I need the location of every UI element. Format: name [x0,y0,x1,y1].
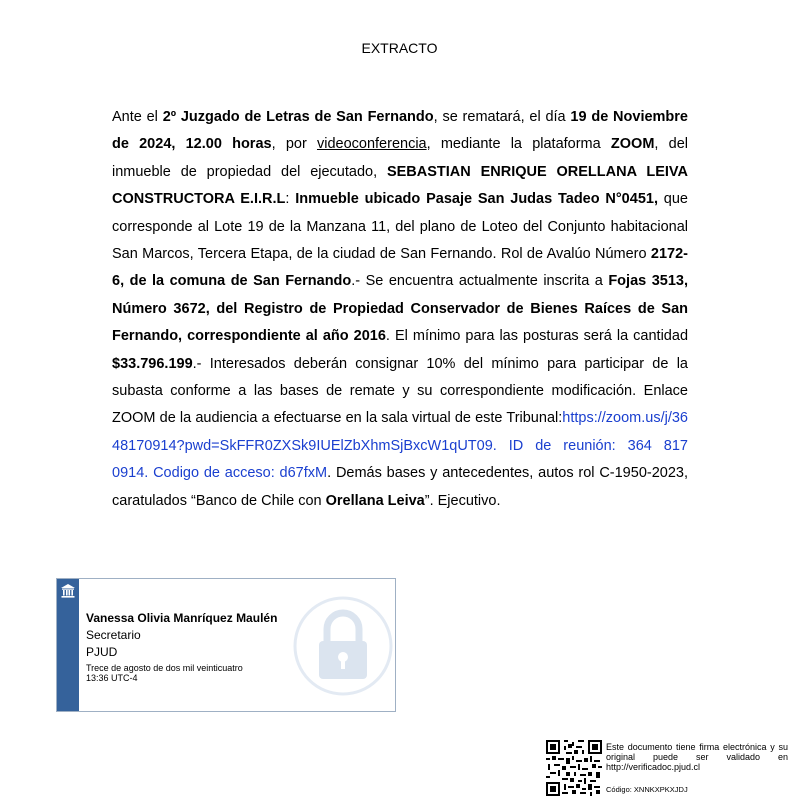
text-segment: que corresponde al Lote 19 de la Manzana 11, del plano de Loteo del Conjunto habitacional San Marcos, Tercera Etapa, de la ciudad de San Fernando. Rol de Avalúo Número [112,191,688,263]
property-rol: 2172-6, de la comuna de San Fernando [112,246,688,290]
zoom-meeting-details: . ID de reunión: 364 817 0914. Codigo de acceso: d67fxM [112,437,688,482]
text-segment: . Demás bases y antecedentes, autos rol C-1950-2023, caratulados “Banco de Chile con [112,465,688,509]
property-address: Inmueble ubicado Pasaje San Judas Tadeo N°0451, [295,191,658,208]
text-segment: Ante el [112,109,163,125]
text-segment: ”. Ejecutivo. [424,492,501,509]
electronic-signature-box [56,578,396,712]
signature-date: Trece de agosto de dos mil veinticuatro [86,663,243,673]
text-segment: .- Se encuentra actualmente inscrita a [351,273,609,290]
court-name: 2º Juzgado de Letras de San Fernando [162,109,434,125]
text-segment: : [285,191,296,208]
signer-role: Secretario [86,628,141,642]
text-segment: .- Interesados deberán consignar 10% del mínimo para participar de la subasta conforme a las bases de remate y su correspondiente modificación. Enlace ZOOM de la audiencia a efectuarse en la sala virtual de este Tribunal: [112,355,688,427]
signature-time: 13:36 UTC-4 [86,673,138,683]
signature-side-band [57,579,79,711]
lock-icon [293,593,393,699]
videoconference-word: videoconferencia [316,136,427,153]
courthouse-icon [60,583,76,599]
registry-reference: Fojas 3513, Número 3672, del Registro de Propiedad Conservador de Bienes Raíces de San Fernando, correspondiente al año 2016 [112,273,688,345]
verification-notice: Este documento tiene firma electrónica y su original puede ser validado en http://verificadoc.pjud.cl [606,742,788,772]
signer-name: Vanessa Olivia Manríquez Maulén [86,611,278,625]
text-segment: , se rematará, el día [433,109,571,125]
debtor-name: SEBASTIAN ENRIQUE ORELLANA LEIVA CONSTRUCTORA E.I.R.L [112,163,688,208]
text-segment: . El mínimo para las posturas será la cantidad [385,328,689,345]
zoom-link[interactable]: https://zoom.us/j/3648170914?pwd=SkFFR0ZXSk9IUElZbXhmSjBxcW1qUT09 [112,410,688,454]
extract-paragraph [112,104,688,515]
auction-date: 19 de Noviembre de 2024, 12.00 horas [112,109,688,153]
signer-organization: PJUD [86,645,118,659]
text-segment: , del inmueble de propiedad del ejecutado, [112,136,688,180]
minimum-bid: $33.796.199 [112,355,193,372]
document-title: EXTRACTO [361,40,438,56]
text-segment: , mediante la plataforma [426,136,611,153]
verification-code: Código: XNNKXPKXJDJ [606,785,688,794]
platform-name: ZOOM [610,136,655,153]
case-party-name: Orellana Leiva [325,492,425,509]
qr-code-icon [546,740,602,796]
text-segment: , por [271,136,317,153]
